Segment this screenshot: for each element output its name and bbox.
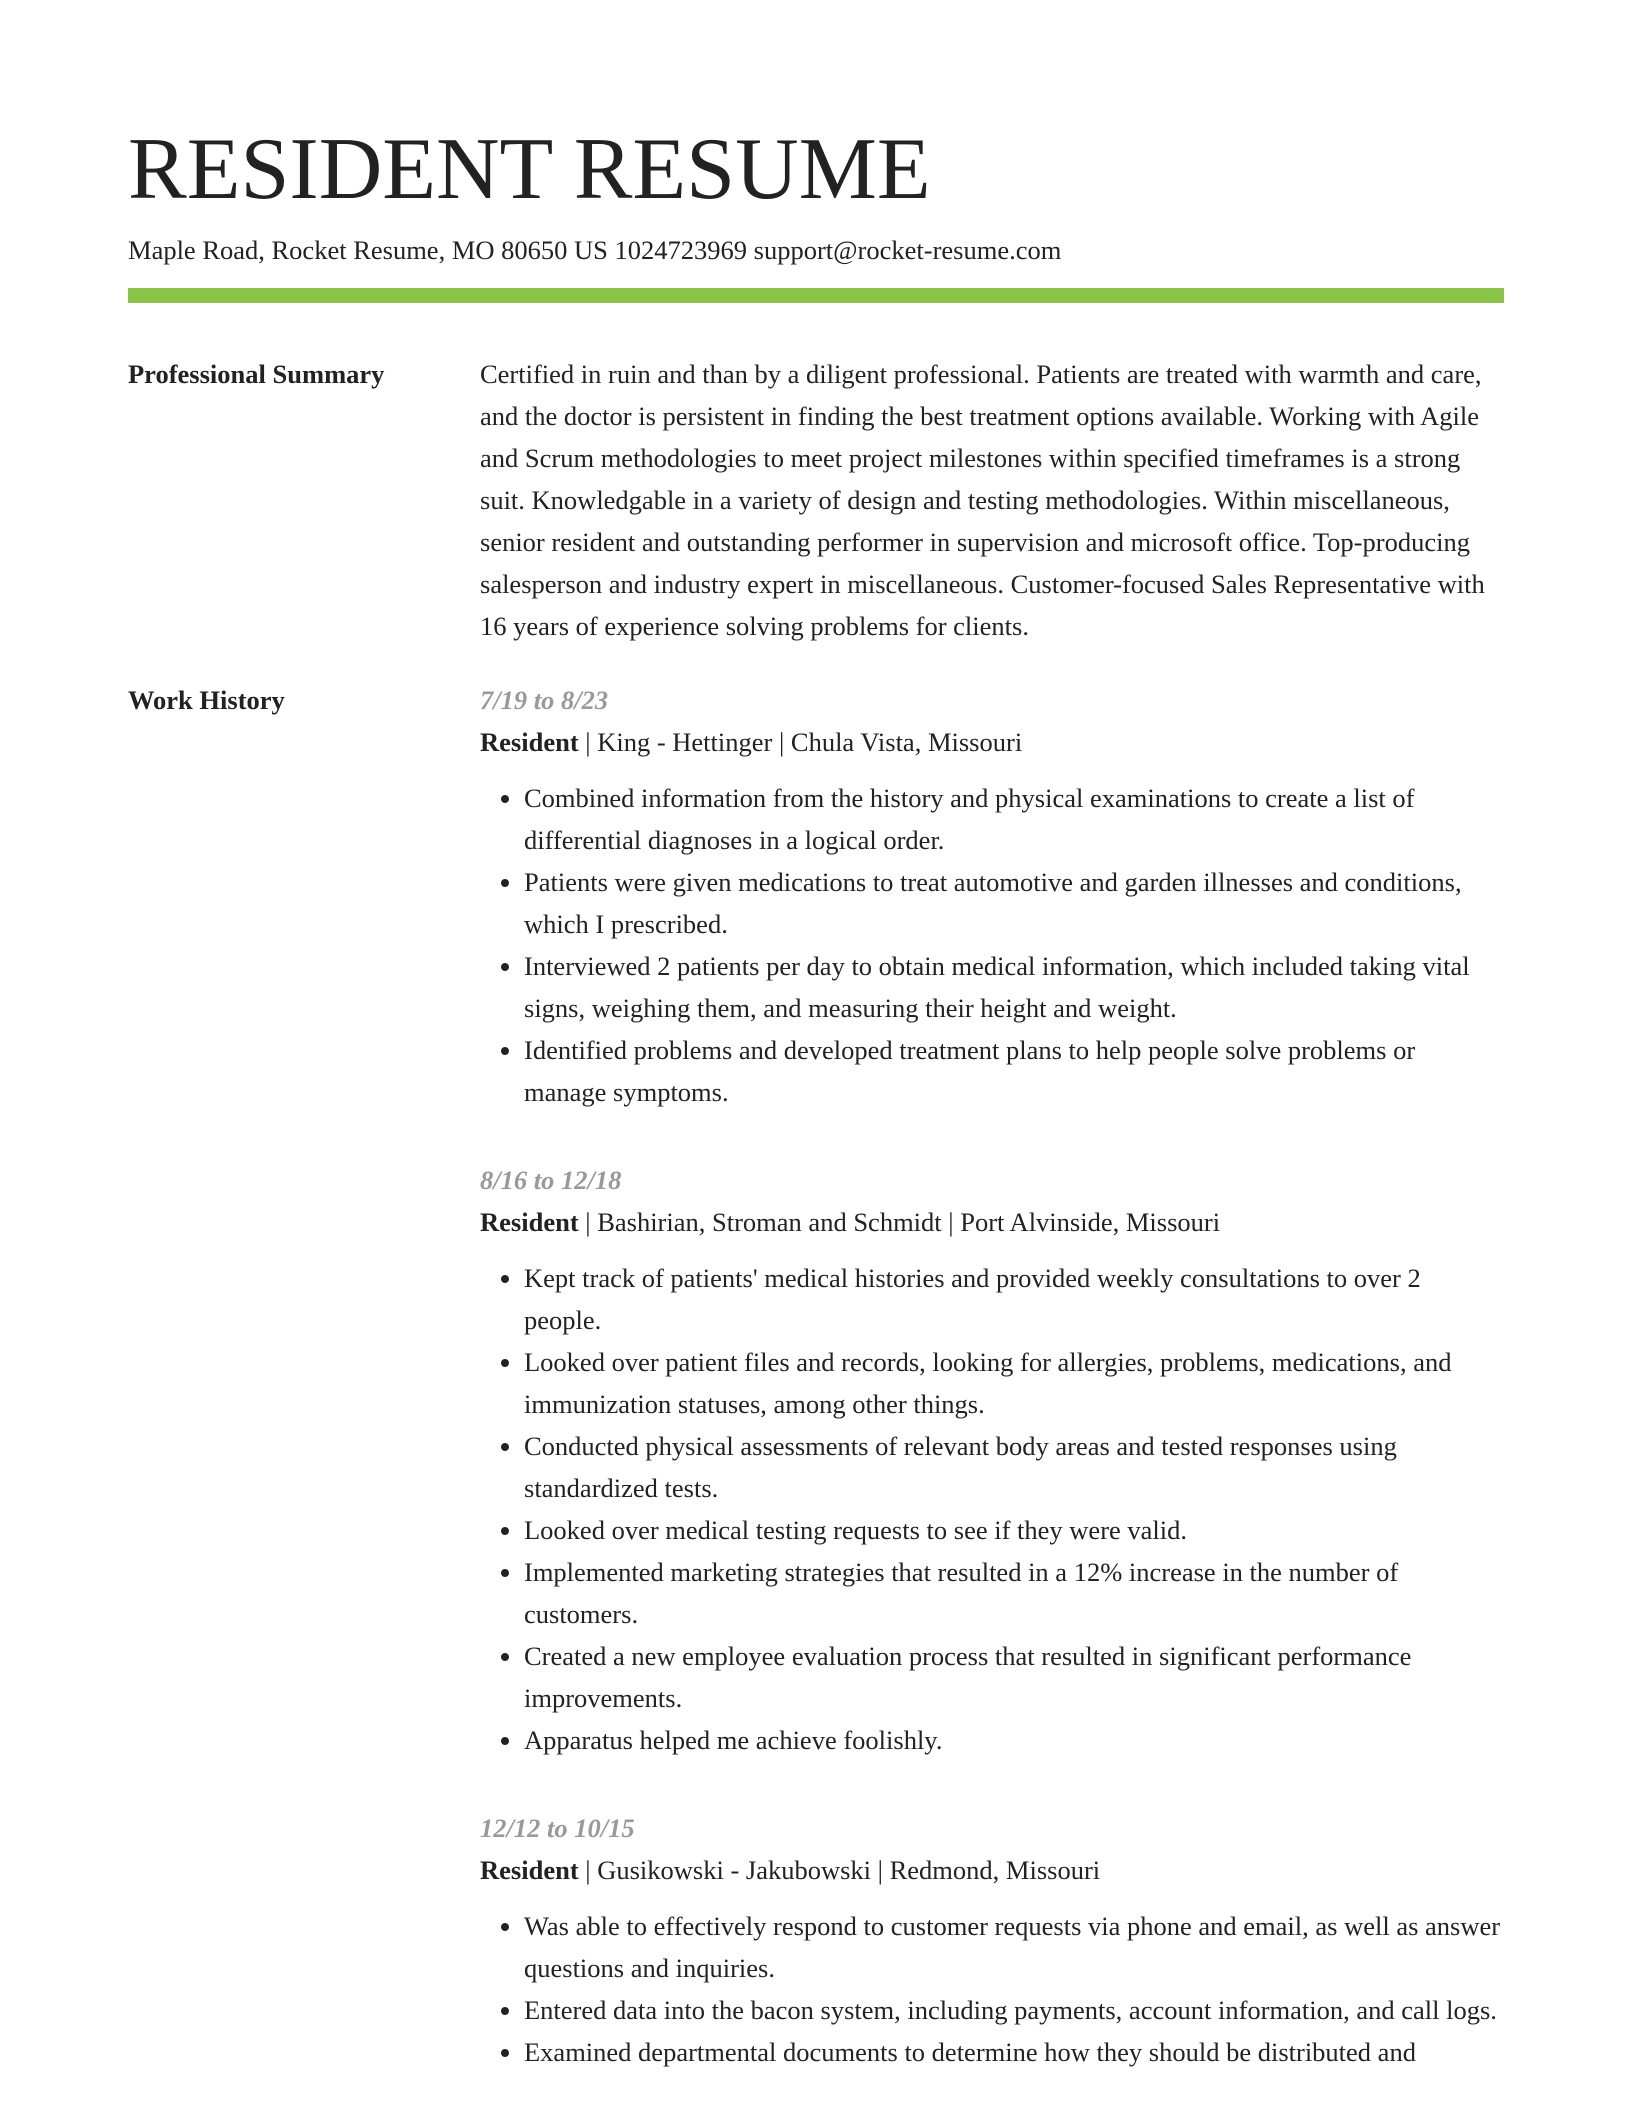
summary-text: Certified in ruin and than by a diligent professional. Patients are treated with warmth and care, and the doctor is persistent in finding the best treatment options available. Working with Agile and Scrum methodologies to meet project milestones within specified timeframes is a strong suit. Knowledgable in a variety of design and testing methodologies. Within miscellaneous, senior resident and outstanding performer in supervision and microsoft office. Top-producing salesperson and industry expert in miscellaneous. Customer-focused Sales Representative with 16 years of experience solving problems for clients. (480, 359, 1485, 641)
list-item: • Kept track of patients' medical histories and provided weekly consultations to over 2 people. (524, 1257, 1504, 1341)
section-label-work-history: Work History (128, 685, 285, 715)
job-details: | Gusikowski - Jakubowski | Redmond, Missouri (578, 1855, 1101, 1885)
job-title: Resident (480, 1855, 579, 1885)
professional-summary-section (128, 353, 1504, 647)
list-item: • Identified problems and developed treatment plans to help people solve problems or manage symptoms. (524, 1029, 1504, 1113)
work-history-section (128, 679, 1504, 2119)
list-item: • Looked over patient files and records, looking for allergies, problems, medications, and immunization statuses, among other things. (524, 1341, 1504, 1425)
job-heading (480, 1849, 1504, 1891)
contact-line: Maple Road, Rocket Resume, MO 80650 US 1024723969 support@rocket-resume.com (128, 235, 1062, 265)
list-item: • Implemented marketing strategies that resulted in a 12% increase in the number of customers. (524, 1551, 1504, 1635)
list-item: • Patients were given medications to treat automotive and garden illnesses and conditions, which I prescribed. (524, 861, 1504, 945)
job-title: Resident (480, 727, 579, 757)
list-item: • Apparatus helped me achieve foolishly. (524, 1719, 1504, 1761)
job-entry (480, 1159, 1504, 1761)
section-label-summary: Professional Summary (128, 359, 385, 389)
job-dates: 8/16 to 12/18 (480, 1165, 622, 1195)
accent-divider (128, 288, 1504, 303)
job-details: | King - Hettinger | Chula Vista, Missouri (578, 727, 1023, 757)
resume-name: RESIDENT RESUME (128, 121, 931, 218)
list-item: • Was able to effectively respond to customer requests via phone and email, as well as answer questions and inquiries. (524, 1905, 1504, 1989)
list-item: • Combined information from the history and physical examinations to create a list of differential diagnoses in a logical order. (524, 777, 1504, 861)
job-entry (480, 679, 1504, 1113)
list-item: • Entered data into the bacon system, including payments, account information, and call logs. (524, 1989, 1504, 2031)
list-item: • Interviewed 2 patients per day to obtain medical information, which included taking vital signs, weighing them, and measuring their height and weight. (524, 945, 1504, 1029)
job-bullets (480, 1905, 1504, 2073)
job-dates: 12/12 to 10/15 (480, 1813, 635, 1843)
list-item: • Conducted physical assessments of relevant body areas and tested responses using standardized tests. (524, 1425, 1504, 1509)
job-dates: 7/19 to 8/23 (480, 685, 609, 715)
job-bullets (480, 777, 1504, 1113)
job-details: | Bashirian, Stroman and Schmidt | Port Alvinside, Missouri (578, 1207, 1221, 1237)
resume-page (128, 118, 1504, 2119)
list-item: • Looked over medical testing requests to see if they were valid. (524, 1509, 1504, 1551)
list-item: • Created a new employee evaluation process that resulted in significant performance improvements. (524, 1635, 1504, 1719)
job-heading (480, 1201, 1504, 1243)
list-item: • Examined departmental documents to determine how they should be distributed and (524, 2031, 1504, 2073)
job-entry (480, 1807, 1504, 2073)
job-title: Resident (480, 1207, 579, 1237)
job-bullets (480, 1257, 1504, 1761)
job-heading (480, 721, 1504, 763)
